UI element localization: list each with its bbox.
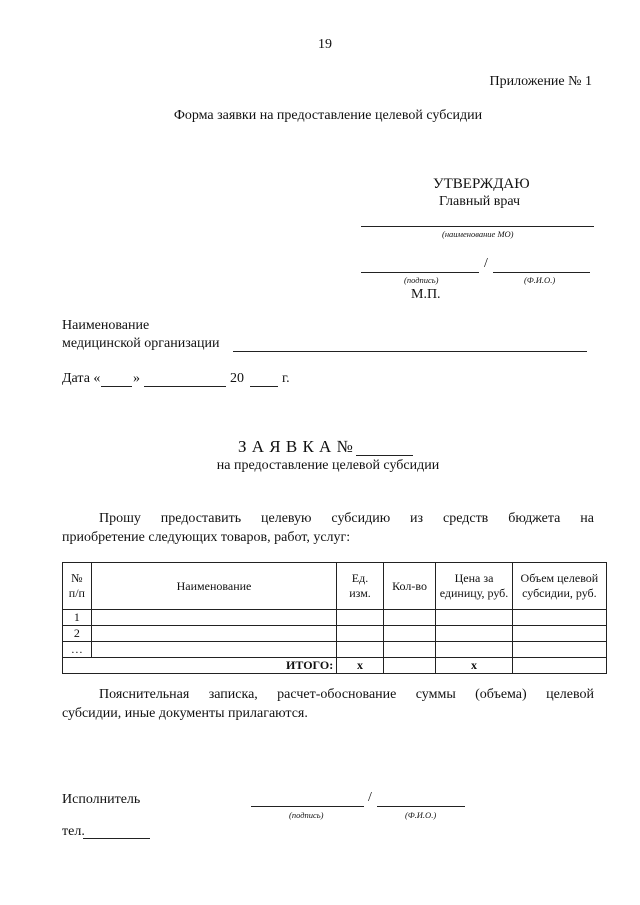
note-line1: Пояснительная записка, расчет-обоснование суммы (объема) целевой (99, 687, 594, 702)
total-sum-cell (512, 658, 606, 674)
stamp-label: М.П. (411, 287, 441, 302)
table-row (63, 610, 607, 626)
date-quote-close: » (133, 371, 140, 386)
date-year-line (250, 386, 278, 387)
approve-fio-line (493, 272, 590, 273)
request-paragraph-line1: Прошу предоставить целевую субсидию из средств бюджета на (99, 511, 594, 526)
phone-label: тел. (62, 824, 85, 839)
row-price-cell (436, 642, 512, 658)
row-unit-cell (337, 626, 384, 642)
row-total-cell (512, 626, 606, 642)
row-name-cell (91, 626, 336, 642)
phone-line (83, 838, 150, 839)
request-number-line (356, 455, 413, 456)
table-total-row (63, 658, 607, 674)
row-num: … (63, 642, 92, 658)
row-total-cell (512, 642, 606, 658)
row-name-cell (91, 610, 336, 626)
total-qty-cell (383, 658, 436, 674)
appendix-label: Приложение № 1 (489, 74, 592, 89)
mo-name-line (361, 226, 594, 227)
request-items-table (62, 562, 607, 674)
row-total-cell (512, 610, 606, 626)
org-name-line (233, 351, 587, 352)
header-name: Наименование (91, 563, 336, 610)
row-qty-cell (383, 642, 436, 658)
date-month-line (144, 386, 226, 387)
approve-role: Главный врач (439, 194, 521, 209)
row-name-cell (91, 642, 336, 658)
date-year-prefix: 20 (230, 371, 244, 386)
request-paragraph-line2: приобретение следующих товаров, работ, услуг: (62, 530, 351, 545)
date-day-line (101, 386, 132, 387)
header-qty: Кол-во (383, 563, 436, 610)
executor-sign-line (251, 806, 364, 807)
approve-title: УТВЕРЖДАЮ (433, 176, 530, 192)
note-line2: субсидии, иные документы прилагаются. (62, 706, 308, 721)
executor-fio-caption: (Ф.И.О.) (405, 810, 437, 820)
header-price: Цена за единицу, руб. (436, 563, 512, 610)
approve-sign-caption: (подпись) (404, 275, 439, 285)
header-unit: Ед. изм. (337, 563, 384, 610)
date-prefix: Дата « (62, 371, 101, 386)
total-label: ИТОГО: (63, 658, 337, 674)
header-total: Объем целевой субсидии, руб. (512, 563, 606, 610)
table-header-row (63, 563, 607, 610)
approve-slash: / (484, 256, 488, 271)
row-qty-cell (383, 626, 436, 642)
row-price-cell (436, 626, 512, 642)
row-num: 1 (63, 610, 92, 626)
mo-caption: (наименование МО) (442, 229, 514, 239)
row-price-cell (436, 610, 512, 626)
request-subtitle: на предоставление целевой субсидии (216, 458, 440, 473)
header-num: № п/п (63, 563, 92, 610)
approve-sign-line (361, 272, 479, 273)
executor-fio-line (377, 806, 465, 807)
row-unit-cell (337, 642, 384, 658)
total-price: х (436, 658, 512, 674)
row-num: 2 (63, 626, 92, 642)
row-unit-cell (337, 610, 384, 626)
approve-fio-caption: (Ф.И.О.) (524, 275, 556, 285)
org-label-line2: медицинской организации (62, 336, 220, 351)
page-number: 19 (318, 37, 332, 52)
executor-sign-caption: (подпись) (289, 810, 324, 820)
date-year-suffix: г. (282, 371, 290, 386)
executor-slash: / (368, 790, 372, 805)
executor-label: Исполнитель (62, 792, 141, 807)
table-row (63, 642, 607, 658)
form-title: Форма заявки на предоставление целевой субсидии (173, 108, 483, 123)
total-unit: х (337, 658, 384, 674)
request-title: З А Я В К А № (238, 437, 354, 456)
table-row (63, 626, 607, 642)
row-qty-cell (383, 610, 436, 626)
org-label-line1: Наименование (62, 318, 150, 333)
